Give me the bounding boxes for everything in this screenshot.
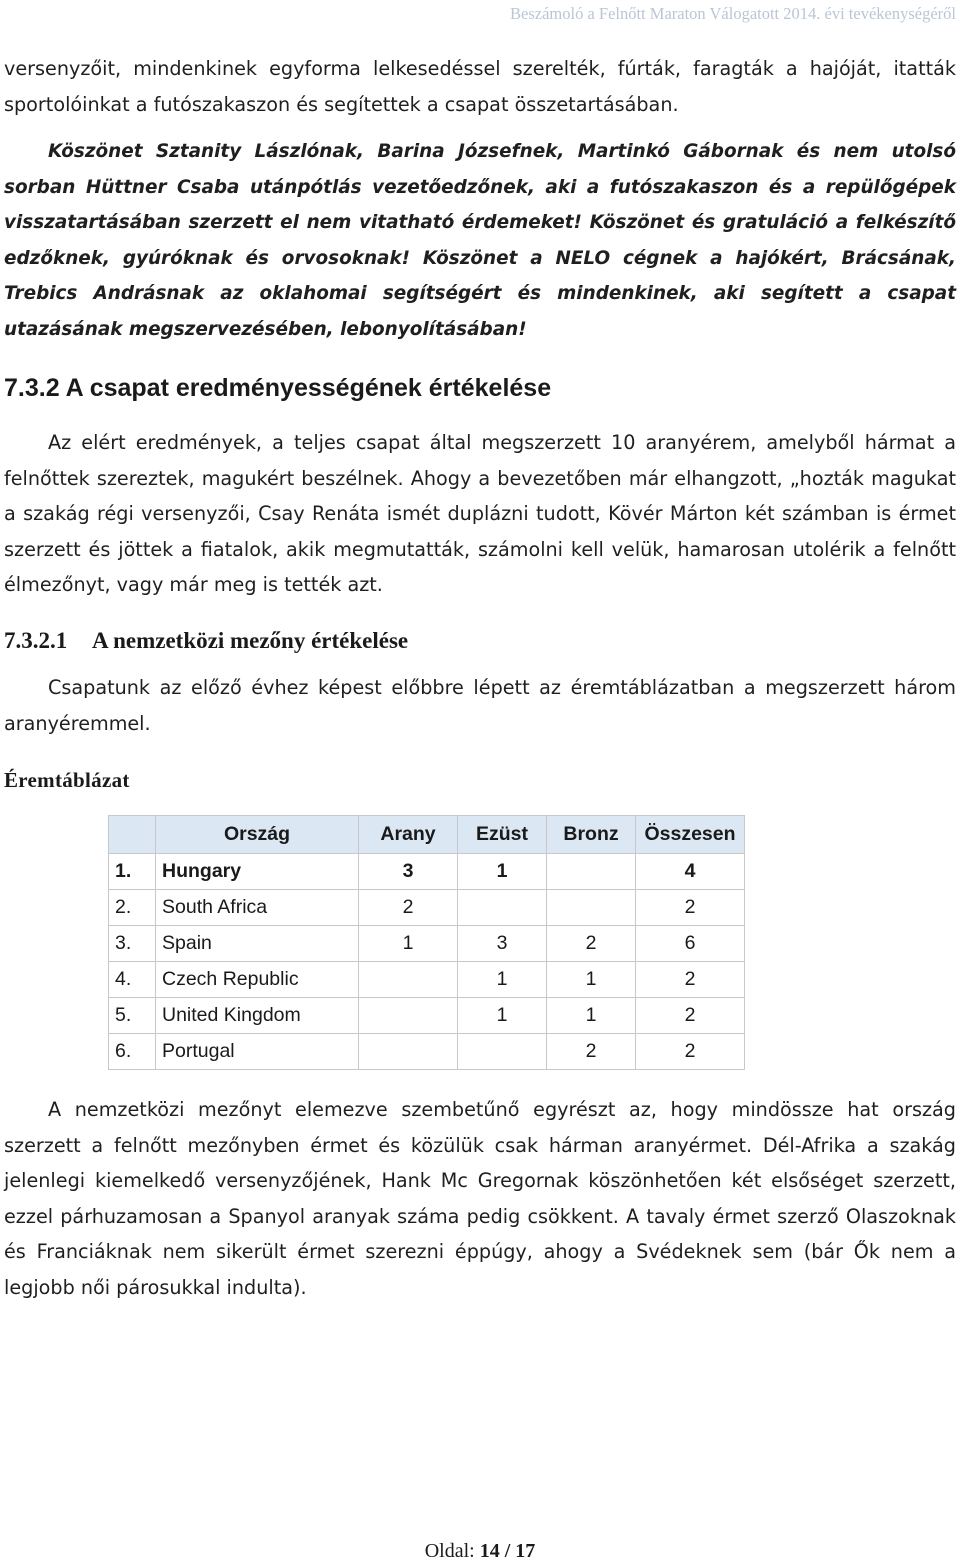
header-total: Összesen (636, 816, 745, 854)
silver-cell: 3 (458, 926, 547, 962)
bronze-cell: 2 (547, 1034, 636, 1070)
analysis-text: A nemzetközi mezőnyt elemezve szembetűnő egyrészt az, hogy mindössze hat ország szerzett a felnőtt mezőnyben érmet és közülük csak hárman aranyérmet. Dél-Afrika a szakág jelenlegi kiemelkedő versenyzőjének, Hank Mc Gregornak köszönhetően két elsőséget szerzett, ezzel párhuzamosan a Spanyol aranyak száma pedig csökkent. A tavaly érmet szerző Olaszoknak és Franciáknak nem sikerült érmet szerezni éppúgy, ahogy a Svédeknek sem (bár Ők nem a legjobb női párosukkal indulta). (4, 1098, 956, 1299)
header-bronze: Bronz (547, 816, 636, 854)
running-header: Beszámoló a Felnőtt Maraton Válogatott 2014. évi tevékenységéről (510, 4, 956, 23)
page-label: Oldal: (424, 1540, 475, 1562)
silver-cell: 1 (458, 962, 547, 998)
gold-cell (359, 962, 458, 998)
subsection-title: A nemzetközi mezőny értékelése (92, 628, 409, 653)
section-heading: 7.3.2 A csapat eredményességének értékelése (4, 374, 552, 402)
acknowledgement-text: Köszönet Sztanity Lászlónak, Barina Józsefnek, Martinkó Gábornak és nem utolsó sorban Hüttner Csaba utánpótlás vezetőedzőnek, aki a futószakaszon és a repülőgépek visszatartásában szerzett el nem vitatható érdemeket! Köszönet és gratuláció a felkészítő edzőknek, gyúróknak és orvosoknak! Köszönet a NELO cégnek a hajókért, Brácsának, Trebics Andrásnak az oklahomai segítségért és mindenkinek, aki segített a csapat utazásának megszervezésében, lebonyolításában! (4, 141, 956, 340)
subsection-heading (4, 628, 408, 654)
country-cell: Portugal (156, 1034, 359, 1070)
table-row (109, 998, 745, 1034)
rank-cell: 3. (109, 926, 156, 962)
header-country: Ország (156, 816, 359, 854)
rank-cell: 2. (109, 890, 156, 926)
header-gold: Arany (359, 816, 458, 854)
total-cell: 2 (636, 890, 745, 926)
table-row (109, 1034, 745, 1070)
total-cell: 4 (636, 854, 745, 890)
silver-cell: 1 (458, 854, 547, 890)
gold-cell: 2 (359, 890, 458, 926)
header-silver: Ezüst (458, 816, 547, 854)
country-cell: Hungary (156, 854, 359, 890)
bronze-cell: 2 (547, 926, 636, 962)
total-cell: 2 (636, 1034, 745, 1070)
rank-cell: 1. (109, 854, 156, 890)
medal-intro-text: Csapatunk az előző évhez képest előbbre lépett az éremtáblázatban a megszerzett három aranyéremmel. (4, 676, 956, 735)
total-cell: 2 (636, 998, 745, 1034)
rank-cell: 6. (109, 1034, 156, 1070)
total-cell: 2 (636, 962, 745, 998)
table-row (109, 854, 745, 890)
table-row (109, 926, 745, 962)
table-row (109, 890, 745, 926)
medal-intro-paragraph (4, 670, 956, 741)
gold-cell: 3 (359, 854, 458, 890)
country-cell: South Africa (156, 890, 359, 926)
table-row (109, 962, 745, 998)
country-cell: Czech Republic (156, 962, 359, 998)
acknowledgement-paragraph (4, 134, 956, 347)
rank-cell: 4. (109, 962, 156, 998)
bronze-cell (547, 890, 636, 926)
gold-cell (359, 998, 458, 1034)
silver-cell (458, 1034, 547, 1070)
total-cell: 6 (636, 926, 745, 962)
silver-cell: 1 (458, 998, 547, 1034)
paragraph-continuation: versenyzőit, mindenkinek egyforma lelkesedéssel szerelték, fúrták, faragták a hajóját, itatták sportolóinkat a futószakaszon és segítettek a csapat összetartásában. (4, 57, 956, 116)
medal-table-header-row (109, 816, 745, 854)
gold-cell (359, 1034, 458, 1070)
bronze-cell: 1 (547, 962, 636, 998)
rank-cell: 5. (109, 998, 156, 1034)
country-cell: Spain (156, 926, 359, 962)
page-footer (0, 1540, 960, 1563)
subsection-number: 7.3.2.1 (4, 628, 68, 653)
results-paragraph (4, 425, 956, 603)
header-rank (109, 816, 156, 854)
analysis-paragraph (4, 1092, 956, 1305)
medal-table-heading: Éremtáblázat (4, 768, 130, 792)
page-number: 14 / 17 (479, 1540, 536, 1562)
bronze-cell: 1 (547, 998, 636, 1034)
bronze-cell (547, 854, 636, 890)
country-cell: United Kingdom (156, 998, 359, 1034)
gold-cell: 1 (359, 926, 458, 962)
medal-table (108, 815, 745, 1070)
results-text: Az elért eredmények, a teljes csapat által megszerzett 10 aranyérem, amelyből hármat a felnőttek szereztek, magukért beszélnek. Ahogy a bevezetőben már elhangzott, „hozták magukat a szakág régi versenyzői, Csay Renáta ismét duplázni tudott, Kövér Márton két számban is érmet szerzett és jöttek a fiatalok, akik megmutatták, számolni kell velük, hamarosan utolérik a felnőtt élmezőnyt, vagy már meg is tették azt. (4, 431, 956, 596)
silver-cell (458, 890, 547, 926)
